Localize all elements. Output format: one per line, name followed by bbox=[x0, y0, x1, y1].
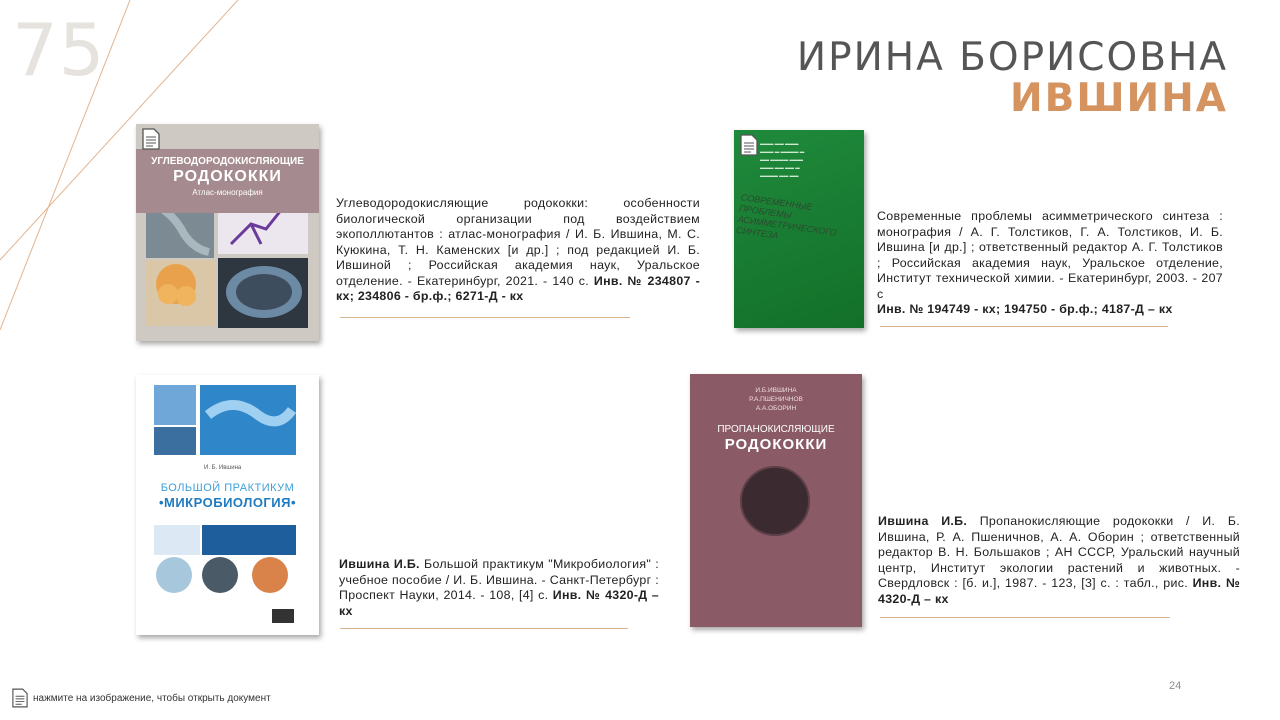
book-4-inventory: Инв. № 4320-Д – кх bbox=[878, 576, 1240, 606]
book-cover-4[interactable] bbox=[690, 374, 862, 627]
book-cover-1[interactable] bbox=[136, 124, 319, 341]
book-3-bibliography: Большой практикум "Микробиология" : учебное пособие / И. Б. Ившина. - Санкт-Петербург : Проспект Науки, 2014. - 108, [4] с. bbox=[339, 557, 659, 602]
page-title bbox=[796, 35, 1228, 121]
book-3-divider bbox=[340, 628, 628, 629]
book-2-divider bbox=[880, 326, 1168, 327]
cover-4-authors: И.Б.ИВШИНА Р.А.ПШЕНИЧНОВ А.А.ОБОРИН bbox=[749, 387, 803, 412]
book-3-description bbox=[339, 557, 659, 619]
document-icon bbox=[740, 134, 758, 156]
title-line1: ИРИНА БОРИСОВНА bbox=[796, 35, 1228, 80]
cover-3-author: И. Б. Ившина bbox=[204, 465, 242, 471]
footer-hint bbox=[12, 688, 271, 708]
document-icon bbox=[12, 688, 28, 708]
cover-3-title-top: БОЛЬШОЙ ПРАКТИКУМ bbox=[160, 482, 295, 494]
cover-2-title: СОВРЕМЕННЫЕ ПРОБЛЕМЫ АСИММЕТРИЧЕСКОГО СИНТЕЗА bbox=[735, 192, 838, 241]
book-1-inventory: Инв. № 234807 - кх; 234806 - бр.ф.; 6271-Д - кх bbox=[336, 273, 701, 303]
slide-number-decoration: 75 bbox=[12, 8, 106, 92]
cover-4-title-main: РОДОКОККИ bbox=[724, 436, 828, 453]
document-icon bbox=[142, 128, 160, 150]
book-cover-2[interactable] bbox=[734, 130, 864, 328]
cover-1-title-main: РОДОКОККИ bbox=[173, 168, 282, 185]
cover-4-micrograph bbox=[740, 466, 810, 536]
cover-1-subtitle: Атлас-монография bbox=[192, 188, 263, 197]
page-number: 24 bbox=[1169, 680, 1182, 692]
footer-hint-text: нажмите на изображение, чтобы открыть документ bbox=[33, 692, 271, 704]
book-4-description bbox=[878, 514, 1240, 607]
book-4-divider bbox=[880, 617, 1170, 618]
book-1-bibliography: Углеводородокисляющие родококки: особенности биологической организации под воздействием экополлютантов : атлас-монография / И. Б. Ившина, М. С. Куюкина, Т. Н. Каменских [и др.] ; под редакцией И. Б. Ившиной ; Российская академия наук, Уральское отделение. - Екатеринбург, 2021. - 140 с. bbox=[336, 196, 700, 288]
book-4-author: Ившина И.Б. bbox=[878, 514, 968, 528]
book-3-inventory: Инв. № 4320-Д – кх bbox=[339, 588, 660, 618]
book-1-description bbox=[336, 196, 700, 305]
book-1-divider bbox=[340, 317, 630, 318]
cover-3-title-main: •МИКРОБИОЛОГИЯ• bbox=[158, 495, 297, 510]
book-2-inventory: Инв. № 194749 - кх; 194750 - бр.ф.; 4187-Д – кх bbox=[877, 302, 1173, 316]
book-4-bibliography: Пропанокисляющие родококки / И. Б. Ившина, Р. А. Пшеничнов, А. А. Оборин ; ответственный редактор В. Н. Большаков ; АН СССР, Уральский научный центр, Институт экологии растений и животных. - Свердловск : [б. и.], 1987. - 123, [3] с. : табл., рис. bbox=[878, 514, 1240, 590]
cover-2-authors: ▬▬▬ ▬▬ ▬▬▬ ▬▬▬ ▬ ▬▬▬▬ ▬ ▬▬ ▬▬▬▬ ▬▬▬ ▬▬▬ ▬▬ ▬▬ ▬ ▬▬▬▬ ▬▬ ▬▬ bbox=[760, 141, 805, 178]
book-2-bibliography: Современные проблемы асимметрического синтеза : монография / А. Г. Толстиков, Г. А. Толстиков, И. Б. Ившина [и др.] ; ответственный редактор А. Г. Толстиков ; Российская академия наук, Уральское отделение, Институт технической химии. - Екатеринбург, 2003. - 207 с bbox=[877, 209, 1223, 301]
book-2-description bbox=[877, 209, 1223, 318]
book-cover-3[interactable] bbox=[136, 375, 319, 635]
cover-4-title-top: ПРОПАНОКИСЛЯЮЩИЕ bbox=[717, 424, 835, 435]
cover-1-title-top: УГЛЕВОДОРОДОКИСЛЯЮЩИЕ bbox=[151, 156, 304, 167]
book-3-author: Ившина И.Б. bbox=[339, 557, 420, 571]
title-line2: ИВШИНА bbox=[1009, 75, 1228, 121]
